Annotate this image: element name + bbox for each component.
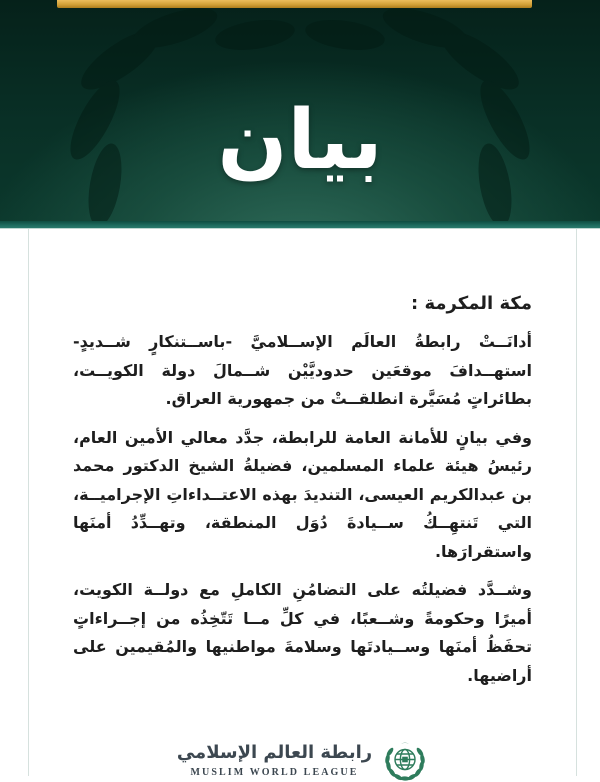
statement-title: بيان [217,93,383,188]
muslim-world-league-logo [73,738,532,782]
statement-banner [0,0,600,221]
location-heading: مكة المكرمة : [411,293,532,314]
statement-paragraph-2: وفي بيانٍ للأمانة العامة للرابطة، جدَّد معالي الأمين العام، رئيسُ هيئة علماء المسلمين، فضيلةُ الشيخ الدكتور محمد بن عبدالكريم العيسى، التنديدَ بهذه الاعتــداءاتِ الإجراميــة، التي تَنتهِــكُ ســيادةَ دُوَل المنطقة، وتهــدِّدُ أمنَها واستقرارَها. [73,427,532,561]
logo-text-block [177,742,372,779]
statement-body [29,229,576,782]
teal-divider-band [0,221,600,229]
logo-arabic-wordmark: رابطة العالم الإسلامي [176,741,373,763]
statement-card [28,229,577,779]
logo-english-wordmark: MUSLIM WORLD LEAGUE [190,767,359,779]
gold-accent-bar [57,0,532,8]
mwl-emblem-icon [382,738,428,782]
statement-paragraph-3: وشــدَّد فضيلتُه على التضامُنِ الكاملِ مع دولــة الكويت، أميرًا وحكومةً وشــعبًا، في كلِّ مــا تَتّخِذُه من إجــراءاتٍ تحفَظُ أمنَها وســيادتَها وسلامةَ مواطنيها والمُقيمين على أراضيها. [73,580,532,685]
statement-paragraph-1: أدانَــتْ رابطةُ العالَم الإســلاميَّ -باســتنكارٍ شــديدٍ- استهــدافَ موقعَين حدوديَّيْن شــمالَ دولة الكويــت، بطائراتٍ مُسَيَّرة انطلقــتْ من جمهورية العراق. [73,332,532,408]
